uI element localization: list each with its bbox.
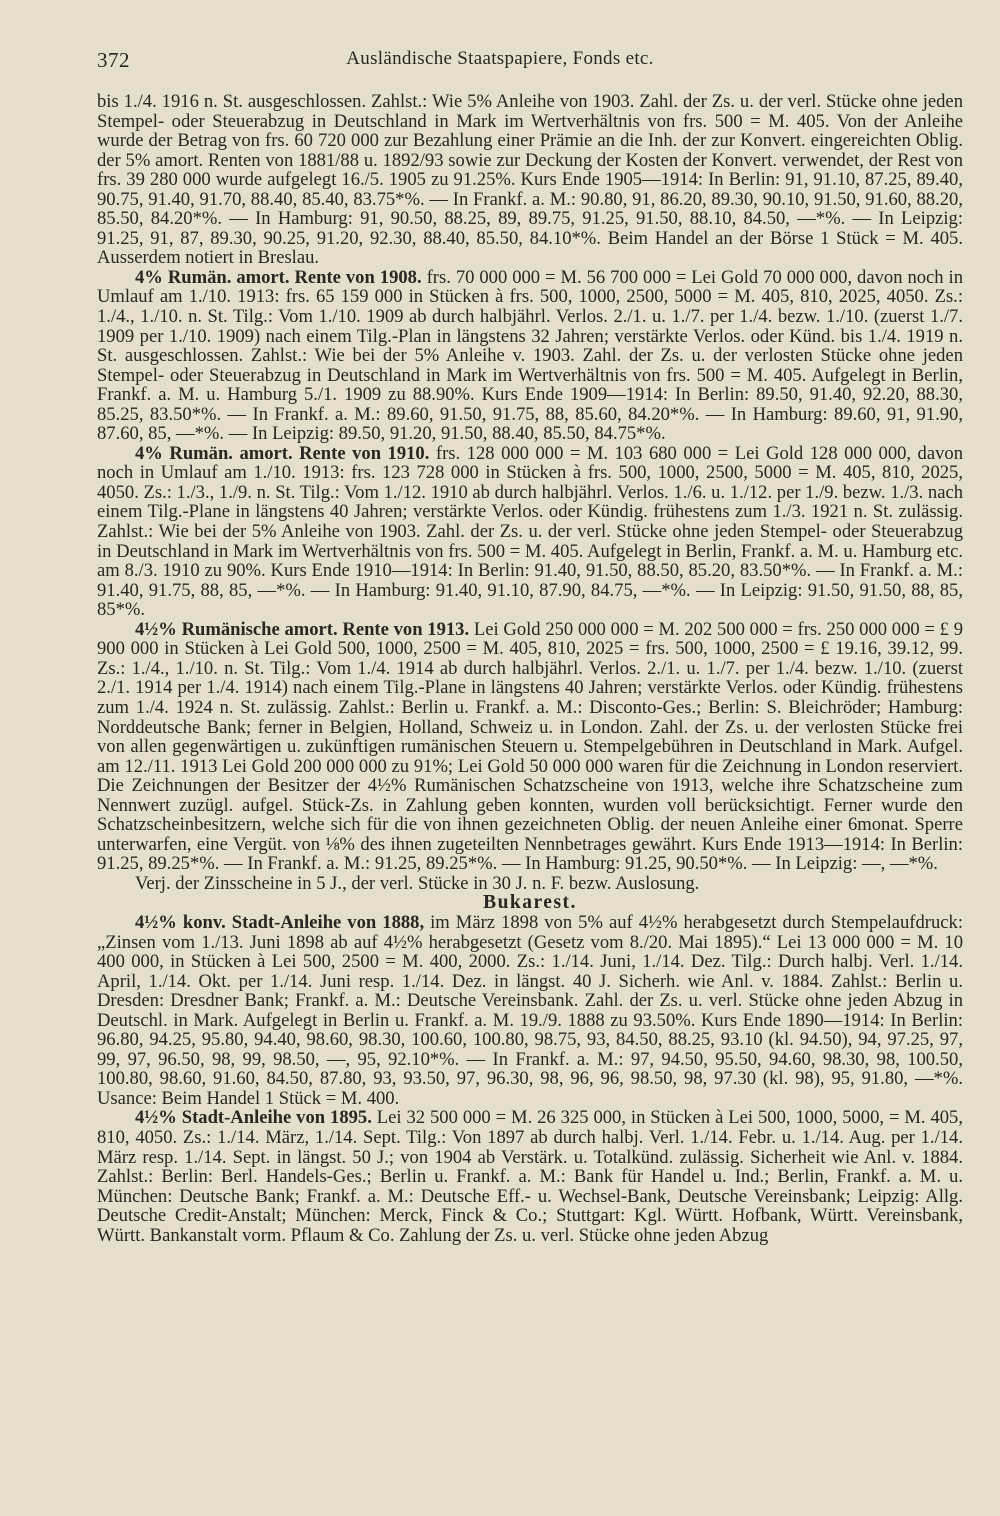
- paragraph-text: Verj. der Zinsscheine in 5 J., der verl. Stücke in 30 J. n. F. bezw. Auslosung.: [135, 872, 700, 894]
- entry-text: im März 1898 von 5% auf 4½% herabgesetzt durch Stempelaufdruck: „Zinsen vom 1./13. Juni 1898 ab auf 4½% herabgesetzt (Gesetz vom 8./20. Mai 1895).“ Lei 13 000 000 = M. 10 400 000, in Stücken à Lei 500, 2500 = M. 400, 2000. Zs.: 1./14. Juni, 1./14. Dez. Tilg.: Durch halbj. Verl. 1./14. April, 1./14. Okt. per 1./14. Juni resp. 1./14. Dez. in längst. 40 J. Sicherh. wie Anl. v. 1884. Zahlst.: Berlin u. Dresden: Dresdner Bank; Frankf. a. M.: Deutsche Vereinsbank. Zahl. der Zs. u. verl. Stücke ohne jeden Abzug in Deutschl. in Mark. Aufgelegt in Berlin u. Frankf. a. M. 19./9. 1888 zu 93.50%. Kurs Ende 1890—1914: In Berlin: 96.80, 94.25, 95.80, 94.40, 98.60, 98.30, 100.60, 100.80, 98.75, 93, 84.50, 88.25, 93.10 (kl. 94.50), 94, 97.25, 97, 99, 97, 96.50, 98, 99, 98.50, —, 95, 92.10*%. — In Frankf. a. M.: 97, 94.50, 95.50, 94.60, 98.30, 98, 100.50, 100.80, 98.60, 91.60, 84.50, 87.80, 93, 93.50, 97, 96.30, 98, 96, 96, 98.50, 98, 97.30 (kl. 98), 95, 91.80, —*%. Usance: Beim Handel 1 Stück = M. 400.: [97, 911, 963, 1109]
- paragraph-verjaehrung: [97, 874, 963, 894]
- page-header: [0, 48, 1000, 72]
- entry-stadt-anleihe-1895: [97, 1108, 963, 1245]
- entry-heading: 4½% Rumänische amort. Rente von 1913.: [135, 618, 470, 640]
- entry-rente-1908: [97, 268, 963, 444]
- entry-rente-1910: [97, 444, 963, 620]
- text-body: [97, 92, 963, 1245]
- paragraph-continuation: [97, 92, 963, 268]
- entry-heading: 4% Rumän. amort. Rente von 1910.: [135, 442, 430, 464]
- entry-text: Lei 32 500 000 = M. 26 325 000, in Stücken à Lei 500, 1000, 5000, = M. 405, 810, 4050. Zs.: 1./14. März, 1./14. Sept. Tilg.: Von 1897 ab durch halbj. Verl. 1./14. Febr. u. 1./14. Aug. per 1./14. März resp. 1./14. Sept. in längst. 50 J.; von 1904 ab Verstärk. u. Totalkünd. zulässig. Sicherheit wie Anl. v. 1884. Zahlst.: Berlin: Berl. Handels-Ges.; Berlin u. Frankf. a. M.: Bank für Handel u. Ind.; Berlin, Frankf. a. M. u. München: Deutsche Bank; Frankf. a. M.: Deutsche Eff.- u. Wechsel-Bank, Deutsche Vereinsbank; Leipzig: Allg. Deutsche Credit-Anstalt; München: Merck, Finck & Co.; Stuttgart: Kgl. Württ. Hofbank, Württ. Vereinsbank, Württ. Bankanstalt vorm. Pflaum & Co. Zahlung der Zs. u. verl. Stücke ohne jeden Abzug: [97, 1107, 963, 1246]
- entry-text: frs. 70 000 000 = M. 56 700 000 = Lei Gold 70 000 000, davon noch in Umlauf am 1./10. 1913: frs. 65 159 000 in Stücken à frs. 500, 1000, 2500, 5000 = M. 405, 810, 2025, 4050. Zs.: 1./4., 1./10. n. St. Tilg.: Vom 1./10. 1909 ab durch halbjährl. Verlos. 2./1. u. 1./7. per 1./4. bezw. 1./10. (zuerst 1./7. 1909 per 1./10. 1909) nach einem Tilg.-Plan in längstens 32 Jahren; verstärkte Verlos. oder Künd. bis 1./4. 1919 n. St. ausgeschlossen. Zahlst.: Wie bei der 5% Anleihe v. 1903. Zahl. der Zs. u. der verlosten Stücke ohne jeden Stempel- oder Steuerabzug in Deutschland in Mark im Wertverhältnis von frs. 500 = M. 405. Aufgelegt in Berlin, Frankf. a. M. u. Hamburg 5./1. 1909 zu 88.90%. Kurs Ende 1909—1914: In Berlin: 89.50, 91.40, 92.20, 88.30, 85.25, 83.50*%. — In Frankf. a. M.: 89.60, 91.50, 91.75, 88, 85.60, 84.20*%. — In Hamburg: 89.60, 91, 91.90, 87.60, 85, —*%. — In Leipzig: 89.50, 91.20, 91.50, 88.40, 85.50, 84.75*%.: [97, 266, 964, 445]
- section-heading-bukarest: Bukarest.: [483, 892, 577, 914]
- entry-heading: 4½% Stadt-Anleihe von 1895.: [135, 1107, 372, 1129]
- running-title: Ausländische Staatspapiere, Fonds etc.: [346, 48, 654, 69]
- entry-stadt-anleihe-1888: [97, 913, 963, 1108]
- entry-text: Lei Gold 250 000 000 = M. 202 500 000 = frs. 250 000 000 = £ 9 900 000 in Stücken à Lei Gold 500, 1000, 2500 = M. 405, 810, 2025 = frs. 500, 1000, 2500 = £ 19.16, 39.12, 99. Zs.: 1./4., 1./10. n. St. Tilg.: Vom 1./4. 1914 ab durch halbjährl. Verlos. 2./1. u. 1./7. per 1./4. bezw. 1./10. (zuerst 2./1. 1914 per 1./4. 1914) nach einem Tilg.-Plane in längstens 40 Jahren; verstärkte Verlos. oder Kündig. frühestens zum 1./4. 1924 n. St. zulässig. Zahlst.: Berlin u. Frankf. a. M.: Disconto-Ges.; Berlin: S. Bleichröder; Hamburg: Norddeutsche Bank; ferner in Belgien, Holland, Schweiz u. in London. Zahl. der Zs. u. der verlosten Stücke frei von allen gegenwärtigen u. zukünftigen rumänischen Steuern u. Stempelgebühren in Deutschland in Mark. Aufgel. am 12./11. 1913 Lei Gold 200 000 000 zu 91%; Lei Gold 50 000 000 waren für die Zeichnung in London reserviert. Die Zeichnungen der Besitzer der 4½% Rumänischen Schatzscheine von 1913, welche ihre Schatzscheine zum Nennwert zuzügl. aufgel. Stück-Zs. in Zahlung geben konnten, wurden voll berücksichtigt. Ferner wurde den Schatzscheinbesitzern, welche sich für die von ihnen gezeichneten Oblig. der neuen Anleihe einer 6monat. Sperre unterwarfen, eine Vergüt. von ⅛% des ihnen zugeteilten Nennbetrages gewährt. Kurs Ende 1913—1914: In Berlin: 91.25, 89.25*%. — In Frankf. a. M.: 91.25, 89.25*%. — In Hamburg: 91.25, 90.50*%. — In Leipzig: —, —*%.: [97, 618, 963, 875]
- entry-heading: 4% Rumän. amort. Rente von 1908.: [135, 266, 422, 288]
- page-number: 372: [97, 48, 130, 72]
- entry-heading: 4½% konv. Stadt-Anleihe von 1888,: [135, 911, 425, 933]
- entry-rente-1913: [97, 620, 963, 874]
- paragraph-text: bis 1./4. 1916 n. St. ausgeschlossen. Zahlst.: Wie 5% Anleihe von 1903. Zahl. der Zs. u. der verl. Stücke ohne jeden Stempel- oder Steuerabzug in Deutschland in Mark im Wertverhältnis von frs. 500 = M. 405. Von der Anleihe wurde der Betrag von frs. 60 720 000 zur Bezahlung einer Prämie an die Inh. der zur Konvert. eingereichten Oblig. der 5% amort. Renten von 1881/88 u. 1892/93 sowie zur Deckung der Kosten der Konvert. verwendet, der Rest von frs. 39 280 000 wurde aufgelegt 16./5. 1905 zu 91.25%. Kurs Ende 1905—1914: In Berlin: 91, 91.10, 87.25, 89.40, 90.75, 91.40, 91.70, 88.40, 85.40, 83.75*%. — In Frankf. a. M.: 90.80, 91, 86.20, 89.30, 90.10, 91.50, 91.60, 88.20, 85.50, 84.20*%. — In Hamburg: 91, 90.50, 88.25, 89, 89.75, 91.25, 91.50, 88.10, 84.50, —*%. — In Leipzig: 91.25, 91, 87, 89.30, 90.25, 91.20, 92.30, 88.40, 85.50, 84.10*%. Beim Handel an der Börse 1 Stück = M. 405. Ausserdem notiert in Breslau.: [97, 91, 963, 269]
- entry-text: frs. 128 000 000 = M. 103 680 000 = Lei Gold 128 000 000, davon noch in Umlauf am 1./10. 1913: frs. 123 728 000 in Stücken à frs. 500, 1000, 2500, 5000 = M. 405, 810, 2025, 4050. Zs.: 1./3., 1./9. n. St. Tilg.: Vom 1./12. 1910 ab durch halbjährl. Verlos. 1./6. u. 1./12. per 1./9. bezw. 1./3. nach einem Tilg.-Plane in längstens 40 Jahren; verstärkte Verlos. oder Kündig. frühestens zum 1./3. 1921 n. St. zulässig. Zahlst.: Wie bei der 5% Anleihe von 1903. Zahl. der Zs. u. der verl. Stücke ohne jeden Stempel- oder Steuerabzug in Deutschland in Mark im Wertverhältnis von frs. 500 = M. 405. Aufgelegt in Berlin, Frankf. a. M. u. Hamburg etc. am 8./3. 1910 zu 90%. Kurs Ende 1910—1914: In Berlin: 91.40, 91.50, 88.50, 85.20, 83.50*%. — In Frankf. a. M.: 91.40, 91.75, 88, 85, —*%. — In Hamburg: 91.40, 91.10, 87.90, 84.75, —*%. — In Leipzig: 91.50, 91.50, 88, 85, 85*%.: [97, 442, 964, 621]
